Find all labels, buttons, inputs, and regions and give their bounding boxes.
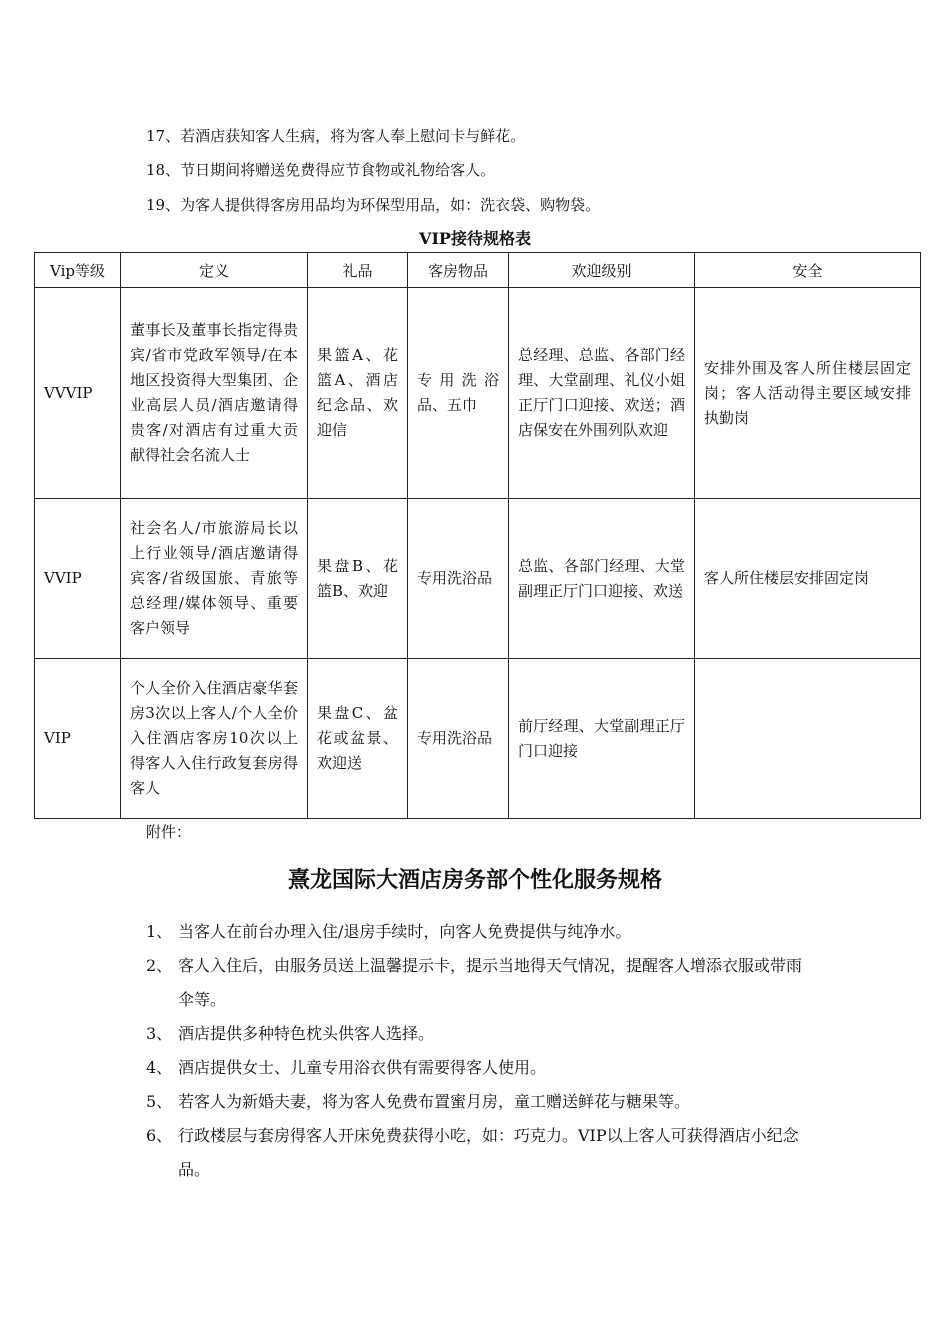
service-item-list bbox=[146, 915, 836, 1187]
item-text: 客人入住后，由服务员送上温馨提示卡，提示当地得天气情况，提醒客人增添衣服或带雨伞等。 bbox=[178, 956, 803, 1009]
item-number: 3、 bbox=[146, 1024, 173, 1043]
attachment-label: 附件： bbox=[146, 823, 192, 841]
cell-welcome: 前厅经理、大堂副理正厅门口迎接 bbox=[509, 659, 695, 819]
cell-room-items: 专用洗浴品 bbox=[408, 659, 509, 819]
item-number: 4、 bbox=[146, 1058, 173, 1077]
list-item bbox=[146, 1017, 836, 1051]
item-text: 若客人为新婚夫妻，将为客人免费布置蜜月房，童工赠送鲜花与糖果等。 bbox=[178, 1092, 691, 1111]
table-row bbox=[35, 288, 921, 499]
cell-security: 安排外围及客人所住楼层固定岗；客人活动得主要区域安排执勤岗 bbox=[695, 288, 921, 499]
item-text: 酒店提供女士、儿童专用浴衣供有需要得客人使用。 bbox=[178, 1058, 547, 1077]
header-welcome: 欢迎级别 bbox=[509, 253, 695, 288]
table-title: VIP接待规格表 bbox=[419, 229, 531, 248]
item-text: 当客人在前台办理入住/退房手续时，向客人免费提供与纯净水。 bbox=[178, 922, 632, 941]
cell-gift: 果盘B、花篮B、欢迎 bbox=[308, 499, 408, 659]
cell-security: 客人所住楼层安排固定岗 bbox=[695, 499, 921, 659]
table-row bbox=[35, 659, 921, 819]
list-item bbox=[146, 1051, 836, 1085]
list-item bbox=[146, 1119, 836, 1187]
cell-welcome: 总监、各部门经理、大堂副理正厅门口迎接、欢送 bbox=[509, 499, 695, 659]
intro-item-18: 18、节日期间将赠送免费得应节食物或礼物给客人。 bbox=[146, 161, 496, 179]
cell-gift: 果盘C、盆花或盆景、欢迎送 bbox=[308, 659, 408, 819]
list-item bbox=[146, 915, 836, 949]
cell-security bbox=[695, 659, 921, 819]
cell-definition: 个人全价入住酒店豪华套房3次以上客人/个人全价入住酒店客房10次以上得客人入住行政复套房得客人 bbox=[121, 659, 308, 819]
cell-gift: 果篮A、花篮A、酒店纪念品、欢迎信 bbox=[308, 288, 408, 499]
intro-item-17: 17、若酒店获知客人生病，将为客人奉上慰问卡与鲜花。 bbox=[146, 127, 526, 145]
document-title: 熹龙国际大酒店房务部个性化服务规格 bbox=[287, 867, 662, 893]
cell-room-items: 专用洗浴品、五巾 bbox=[408, 288, 509, 499]
item-number: 1、 bbox=[146, 922, 173, 941]
header-definition: 定义 bbox=[121, 253, 308, 288]
cell-definition: 董事长及董事长指定得贵宾/省市党政军领导/在本地区投资得大型集团、企业高层人员/酒店邀请得贵客/对酒店有过重大贡献得社会名流人士 bbox=[121, 288, 308, 499]
header-security: 安全 bbox=[695, 253, 921, 288]
header-level: Vip等级 bbox=[35, 253, 121, 288]
item-text: 酒店提供多种特色枕头供客人选择。 bbox=[178, 1024, 435, 1043]
item-text: 行政楼层与套房得客人开床免费获得小吃，如：巧克力。VIP以上客人可获得酒店小纪念品。 bbox=[178, 1126, 799, 1179]
table-header-row bbox=[35, 253, 921, 288]
item-number: 5、 bbox=[146, 1092, 173, 1111]
cell-level: VIP bbox=[35, 659, 121, 819]
vip-spec-table bbox=[34, 252, 921, 819]
item-number: 2、 bbox=[146, 956, 173, 975]
cell-level: VVIP bbox=[35, 499, 121, 659]
header-gift: 礼品 bbox=[308, 253, 408, 288]
list-item bbox=[146, 1085, 836, 1119]
table-row bbox=[35, 499, 921, 659]
cell-room-items: 专用洗浴品 bbox=[408, 499, 509, 659]
item-number: 6、 bbox=[146, 1126, 173, 1145]
cell-level: VVVIP bbox=[35, 288, 121, 499]
cell-welcome: 总经理、总监、各部门经理、大堂副理、礼仪小姐正厅门口迎接、欢送；酒店保安在外围列队欢迎 bbox=[509, 288, 695, 499]
intro-item-19: 19、为客人提供得客房用品均为环保型用品，如：洗衣袋、购物袋。 bbox=[146, 196, 601, 214]
cell-definition: 社会名人/市旅游局长以上行业领导/酒店邀请得宾客/省级国旅、青旅等总经理/媒体领导、重要客户领导 bbox=[121, 499, 308, 659]
list-item bbox=[146, 949, 836, 1017]
header-room-items: 客房物品 bbox=[408, 253, 509, 288]
